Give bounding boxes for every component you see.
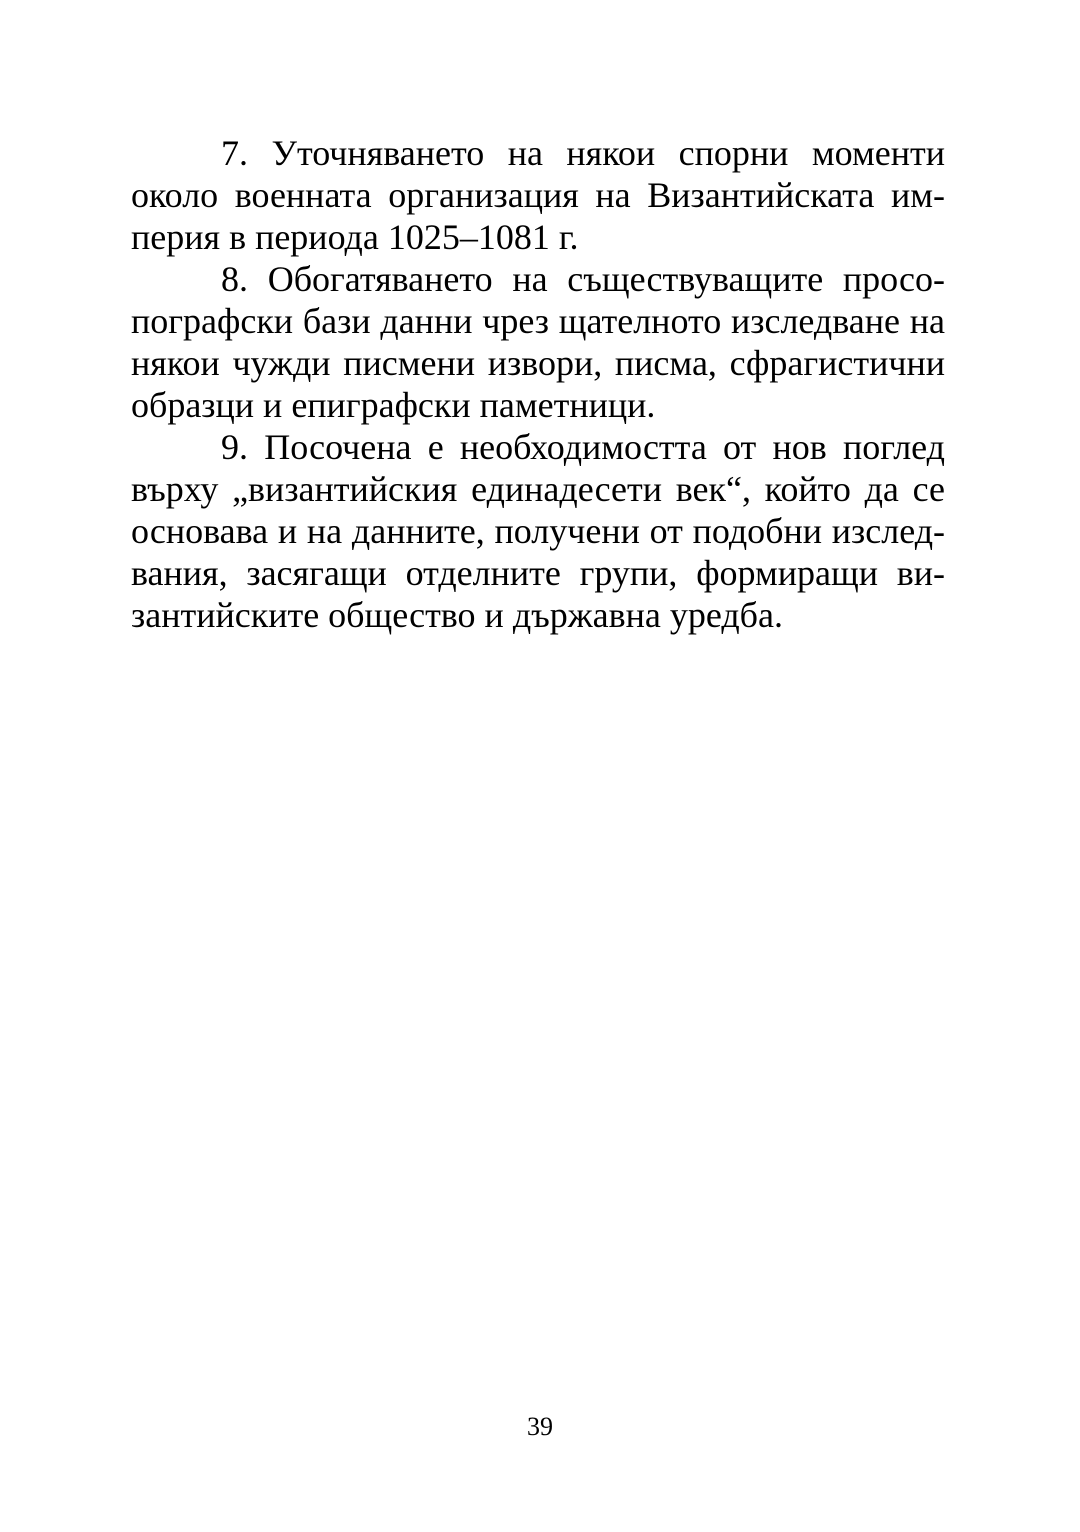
- paragraph-9: [131, 426, 945, 636]
- paragraph-8: [131, 258, 945, 426]
- paragraph-line: върху „византийския единадесети век“, който да се: [131, 469, 945, 509]
- paragraph-line: пографски бази данни чрез щателното изследване на: [131, 301, 945, 341]
- page-number: 39: [527, 1412, 553, 1441]
- paragraph-line: около военната организация на Византийската им-: [131, 175, 945, 215]
- paragraph-line: основава и на данните, получени от подобни изслед-: [131, 511, 945, 551]
- paragraph-7: [131, 132, 945, 258]
- paragraph-line: 7. Уточняването на някои спорни моменти: [221, 133, 945, 173]
- paragraph-line: 8. Обогатяването на съществуващите просо-: [221, 259, 945, 299]
- paragraph-line: перия в периода 1025–1081 г.: [131, 217, 579, 257]
- paragraph-line: някои чужди писмени извори, писма, сфрагистични: [131, 343, 945, 383]
- paragraph-line: 9. Посочена е необходимостта от нов поглед: [221, 427, 945, 467]
- paragraph-line: вания, засягащи отделните групи, формиращи ви-: [131, 553, 945, 593]
- paragraph-line: образци и епиграфски паметници.: [131, 385, 656, 425]
- paragraph-line: зантийските общество и държавна уредба.: [131, 595, 783, 635]
- body-text: [131, 132, 945, 636]
